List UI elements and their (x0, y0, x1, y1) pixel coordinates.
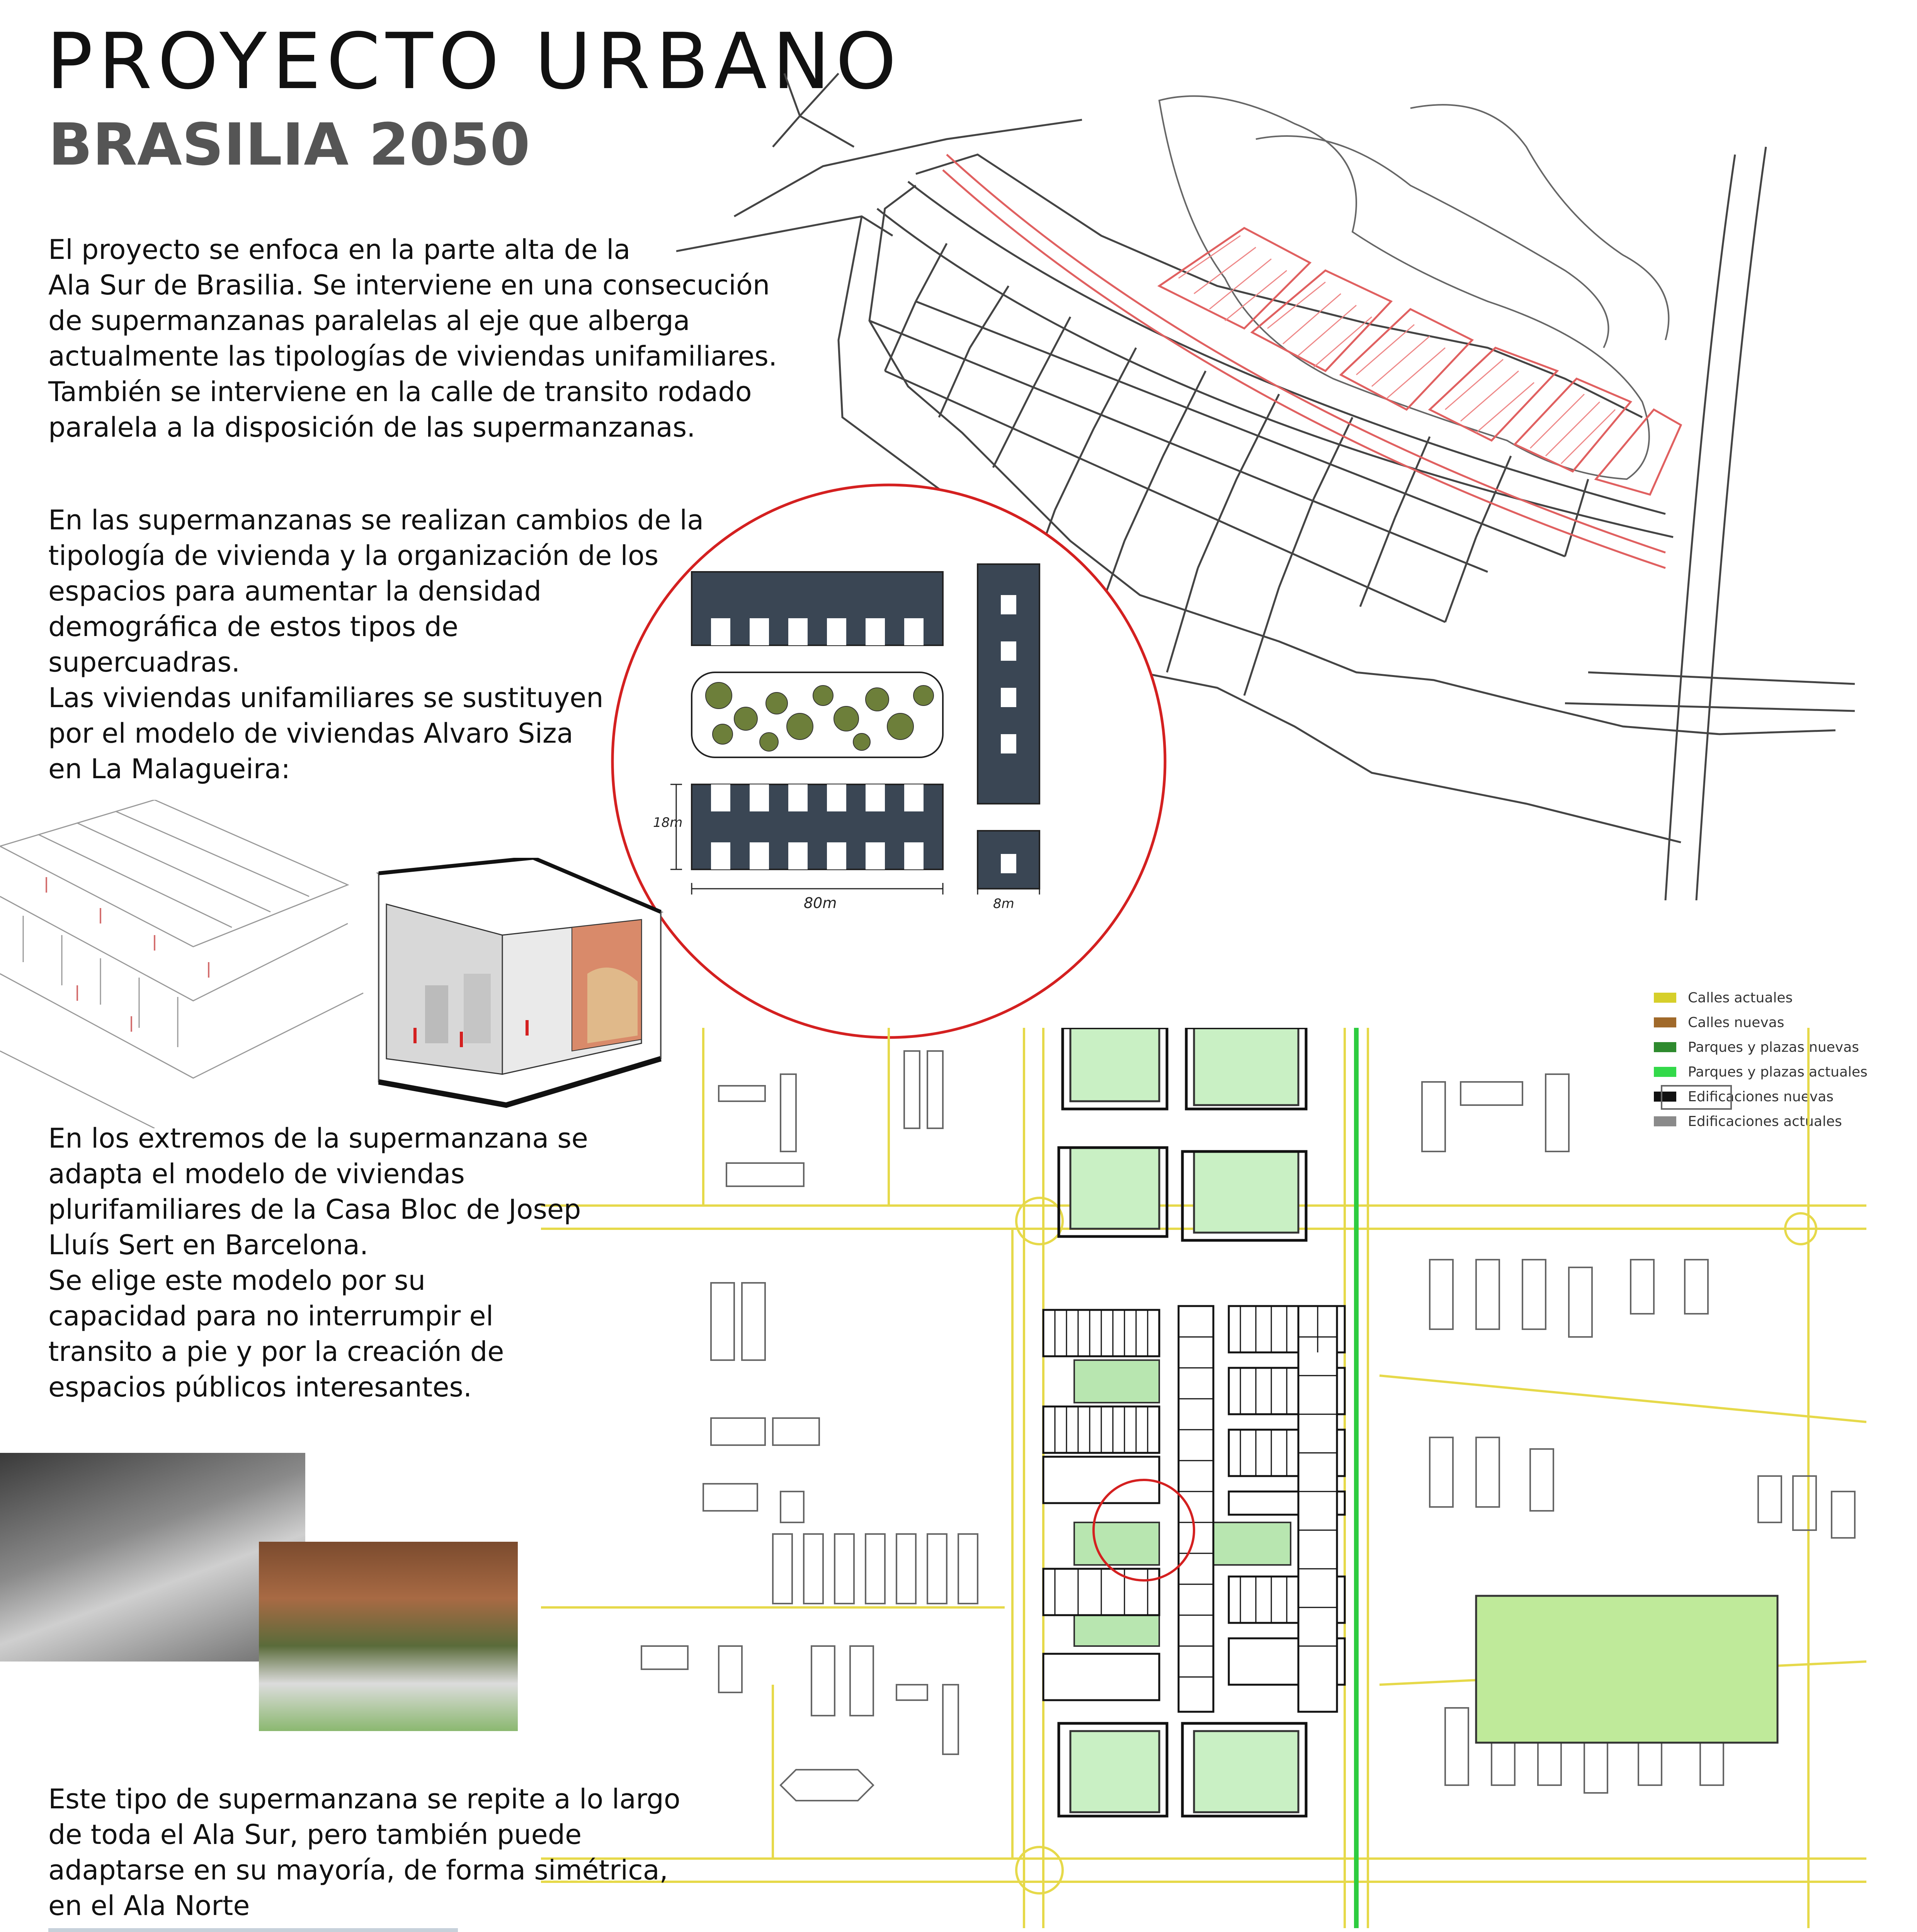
dim-width-side: 8m (993, 896, 1014, 912)
dim-height: 18m (653, 815, 683, 830)
legend-swatch (1654, 993, 1676, 1003)
page-subtitle: BRASILIA 2050 (48, 111, 530, 179)
repite-text: Este tipo de supermanzana se repite a lo largo de toda el Ala Sur, pero también puede adaptarse en su mayoría, de forma simétrica, en el Ala Norte (48, 1783, 680, 1922)
supermanzanas-text: En las supermanzanas se realizan cambios de la tipología de vivienda y la organización de los espacios para aumentar la densidad demográfica de estos tipos de supercuadras. Las viviendas unifamiliares se sustituyen por el modelo de viviendas Alvaro Siza en La Malagueira: (48, 504, 704, 785)
current-street-photo (48, 1928, 458, 1932)
legend-item: Edificaciones actuales (1654, 1109, 1868, 1134)
legend-item: Calles nuevas (1654, 1010, 1868, 1035)
extremos-text: En los extremos de la supermanzana se adapta el modelo de viviendas plurifamiliares de la Casa Bloc de Josep Lluís Sert en Barcelona. Se elige este modelo por su capacidad para no interrumpir el transito a pie y por la creación de espacios públicos interesantes. (48, 1122, 588, 1403)
axonometric-housing-drawing (0, 800, 371, 1128)
casa-bloc-street-photo (259, 1542, 518, 1731)
legend-item: Parques y plazas actuales (1654, 1060, 1868, 1084)
siza-block-sketch (607, 479, 1171, 1043)
legend-swatch (1654, 1017, 1676, 1027)
dim-width-main: 80m (804, 895, 837, 912)
legend-item: Calles actuales (1654, 985, 1868, 1010)
intro-text: El proyecto se enfoca en la parte alta de la Ala Sur de Brasilia. Se interviene en una consecución de supermanzanas paralelas al eje que alberga actualmente las tipologías de viviendas unifamiliares. También se interviene en la calle de transito rodado paralela a la disposición de las supermanzanas. (48, 234, 777, 443)
legend-item: Edificaciones nuevas (1654, 1084, 1868, 1109)
page-title: PROYECTO URBANO (46, 17, 902, 107)
legend-item: Parques y plazas nuevas (1654, 1035, 1868, 1060)
